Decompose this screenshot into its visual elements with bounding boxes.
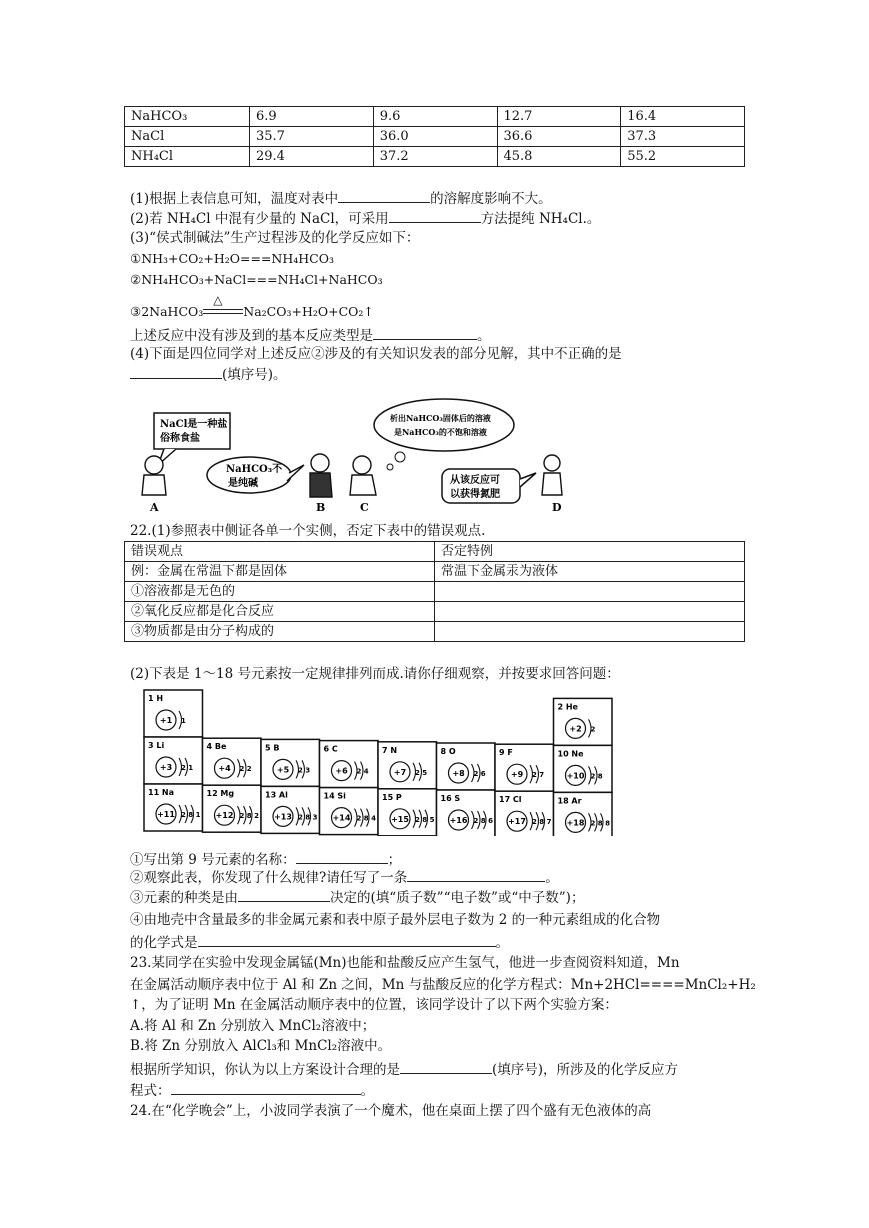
nuclear-charge: +5 — [276, 765, 290, 775]
student-b-figure — [310, 454, 332, 497]
nuclear-charge: +4 — [218, 764, 231, 774]
bubble-c-line1: 析出NaHCO₃固体后的溶液 — [390, 413, 491, 423]
student-c-figure — [350, 456, 376, 495]
q22-s3 — [130, 887, 584, 908]
answer-blank[interactable] — [198, 932, 496, 947]
table-row — [125, 107, 745, 127]
cartoon-illustration — [124, 395, 564, 513]
electron-counts: 2 8 7 — [532, 818, 552, 827]
text: 上述反应中没有涉及到的基本反应类型是 — [130, 328, 373, 344]
text: 根据所学知识，你认为以上方案设计合理的是 — [130, 1062, 400, 1078]
element-cell — [495, 744, 554, 791]
nuclear-charge: +6 — [335, 766, 348, 776]
element-label: 15 P — [382, 792, 402, 802]
table-row — [125, 147, 745, 167]
nuclear-charge: +10 — [566, 771, 585, 781]
electron-counts: 2 8 4 — [356, 814, 376, 823]
nuclear-charge: +13 — [274, 812, 292, 822]
answer-blank[interactable] — [130, 364, 222, 379]
element-label: 5 B — [265, 743, 280, 753]
q22-s2 — [130, 867, 559, 888]
table-row — [125, 562, 745, 582]
bubble-a-line1: NaCl是一种盐 — [160, 419, 228, 430]
element-label: 6 C — [323, 744, 338, 754]
table-cell: 16.4 — [621, 107, 745, 127]
element-cell — [378, 789, 437, 836]
table-cell: 6.9 — [250, 107, 374, 127]
table-cell: 例：金属在常温下都是固体 — [125, 562, 435, 582]
nuclear-charge: +2 — [569, 724, 582, 734]
answer-blank[interactable] — [296, 849, 388, 864]
heat-arrow-icon — [203, 292, 243, 320]
delta-symbol: △ — [213, 292, 223, 307]
q22-intro: 22.(1)参照表中侧证各单一个实侧，否定下表中的错误观点. — [130, 523, 486, 539]
text: ③2NaHCO₃ — [130, 304, 204, 319]
element-cell — [261, 739, 320, 786]
text: (2)若 NH₄Cl 中混有少量的 NaCl，可采用 — [130, 211, 389, 227]
element-cell — [320, 741, 379, 788]
table-cell: NaHCO₃ — [125, 107, 250, 127]
nuclear-charge: +9 — [510, 770, 524, 780]
q22-part2: (2)下表是 1～18 号元素按一定规律排列而成.请你仔细观察，并按要求回答问题： — [130, 666, 620, 682]
table-cell: ①溶液都是无色的 — [125, 582, 435, 602]
label-a: A — [150, 501, 159, 513]
element-label: 13 Al — [265, 790, 288, 800]
table-cell: 45.8 — [497, 147, 621, 167]
element-cell — [261, 786, 320, 833]
table-cell: 37.3 — [621, 127, 745, 147]
element-cell — [554, 745, 613, 792]
element-cell — [203, 738, 262, 785]
electron-counts: 2 3 — [298, 766, 311, 775]
label-b: B — [316, 501, 326, 513]
answer-blank[interactable] — [338, 188, 430, 203]
q22-s4b — [130, 932, 509, 953]
element-cell — [144, 737, 203, 784]
text: 。 — [545, 870, 559, 886]
text: 的化学式是 — [130, 935, 198, 951]
answer-blank[interactable] — [400, 1059, 492, 1074]
nuclear-charge: +15 — [391, 814, 409, 824]
electron-counts: 2 1 — [181, 764, 194, 772]
text: 程式： — [130, 1083, 171, 1099]
electron-counts: 2 4 — [356, 767, 369, 776]
table-header-row — [125, 542, 745, 562]
electron-counts: 2 2 — [239, 765, 252, 774]
element-cell — [437, 790, 496, 836]
element-cell — [554, 792, 613, 836]
label-d: D — [552, 501, 562, 513]
answer-cell[interactable] — [435, 602, 745, 622]
q21-part4b — [130, 364, 287, 385]
element-cell — [144, 784, 203, 831]
electron-counts: 2 8 2 — [239, 812, 259, 821]
element-cell — [144, 690, 203, 737]
nuclear-charge: +7 — [393, 767, 407, 777]
text: Na₂CO₃+H₂O+CO₂↑ — [243, 304, 374, 319]
electron-counts: 2 — [590, 725, 596, 734]
answer-blank[interactable] — [373, 325, 477, 340]
electron-counts: 2 8 3 — [298, 813, 318, 822]
thought-bubble-c — [374, 399, 514, 451]
element-label: 2 He — [557, 702, 578, 712]
table-cell: NaCl — [125, 127, 250, 147]
text: 的溶解度影响不大。 — [430, 191, 552, 207]
table-cell: 29.4 — [250, 147, 374, 167]
student-a-figure — [142, 456, 166, 495]
answer-blank[interactable] — [171, 1080, 361, 1095]
q21-part3: (3)“侯式制碱法”生产过程涉及的化学反应如下： — [130, 230, 420, 246]
text: 。 — [477, 328, 491, 344]
electron-counts: 2 6 — [473, 770, 486, 778]
element-label: 12 Mg — [206, 789, 235, 799]
element-label: 14 Si — [323, 791, 346, 801]
table-cell: NH₄Cl — [125, 147, 250, 167]
nuclear-charge: +18 — [566, 818, 585, 828]
q21-part4: (4)下面是四位同学对上述反应②涉及的有关知识发表的部分见解，其中不正确的是 — [130, 346, 622, 362]
table-cell: 55.2 — [621, 147, 745, 167]
q21-part3-tail — [130, 325, 491, 346]
electron-counts: 2 8 1 — [181, 811, 201, 819]
element-cell — [378, 742, 437, 789]
element-cell — [320, 788, 379, 835]
element-label: 3 Li — [148, 741, 165, 750]
text: ； — [387, 852, 402, 868]
text: (填序号)。 — [222, 367, 287, 383]
nuclear-charge: +1 — [159, 716, 173, 725]
element-label: 18 Ar — [557, 796, 582, 806]
text: ③元素的种类是由 — [130, 890, 238, 906]
answer-blank[interactable] — [389, 208, 481, 223]
element-label: 17 Cl — [499, 795, 522, 805]
text: (填序号)，所涉及的化学反应方 — [492, 1062, 679, 1078]
element-label: 11 Na — [148, 788, 175, 797]
table-row — [125, 622, 745, 642]
element-label: 16 S — [440, 794, 461, 803]
answer-blank[interactable] — [238, 887, 330, 902]
q23-line6 — [130, 1059, 678, 1080]
text: ①写出第 9 号元素的名称： — [130, 852, 296, 868]
table-cell: 35.7 — [250, 127, 374, 147]
nuclear-charge: +12 — [215, 811, 234, 821]
solubility-table — [124, 106, 745, 167]
element-label: 7 N — [382, 745, 398, 755]
q21-part1 — [130, 188, 552, 209]
text: 。 — [360, 1083, 374, 1099]
element-cell — [495, 791, 554, 836]
element-label: 10 Ne — [557, 749, 584, 759]
table-cell: ②氧化反应都是化合反应 — [125, 602, 435, 622]
table-row — [125, 582, 745, 602]
answer-blank[interactable] — [407, 867, 545, 882]
table-cell: 36.0 — [373, 127, 497, 147]
label-c: C — [360, 501, 369, 513]
nuclear-charge: +11 — [157, 810, 175, 819]
q23-line2: 在金属活动顺序表中位于 Al 和 Zn 之间，Mn 与盐酸反应的化学方程式：Mn+2HCl====MnCl₂+H₂ — [130, 977, 756, 993]
q23-line3: ↑，为了证明 Mn 在金属活动顺序表中的位置，该同学设计了以下两个实验方案： — [130, 997, 618, 1013]
periodic-table-diagram — [130, 686, 620, 836]
reaction-2: ②NH₄HCO₃+NaCl===NH₄Cl+NaHCO₃ — [130, 272, 383, 287]
bubble-a-line2: 俗称食盐 — [160, 433, 200, 444]
q23-option-a: A.将 Al 和 Zn 分别放入 MnCl₂溶液中； — [130, 1018, 376, 1034]
column-header: 错误观点 — [125, 542, 435, 562]
table-cell: 36.6 — [497, 127, 621, 147]
q23-option-b: B.将 Zn 分别放入 AlCl₃和 MnCl₂溶液中。 — [130, 1038, 392, 1054]
element-cell — [554, 698, 613, 745]
bubble-c-line2: 是NaHCO₃的不饱和溶液 — [394, 427, 487, 437]
nuclear-charge: +14 — [332, 813, 351, 823]
element-label: 4 Be — [206, 742, 227, 752]
text: 方法提纯 NH₄Cl.。 — [480, 211, 601, 227]
q23-line7 — [130, 1080, 374, 1101]
bubble-d-line1: 从该反应可 — [450, 475, 500, 486]
answer-cell[interactable] — [435, 582, 745, 602]
text: ②观察此表，你发现了什么规律?请任写了一条 — [130, 870, 408, 886]
table-cell: 12.7 — [497, 107, 621, 127]
text: (1)根据上表信息可知，温度对表中 — [130, 191, 339, 207]
nuclear-charge: +3 — [159, 763, 173, 772]
answer-cell[interactable] — [435, 622, 745, 642]
table-row — [125, 127, 745, 147]
reaction-3 — [130, 292, 374, 322]
electron-counts: 2 8 6 — [473, 817, 493, 825]
table-cell: ③物质都是由分子构成的 — [125, 622, 435, 642]
error-views-table — [124, 541, 745, 642]
bubble-d-line2: 以获得氮肥 — [450, 489, 500, 500]
column-header: 否定特例 — [435, 542, 745, 562]
student-d-figure — [542, 455, 562, 495]
element-label: 9 F — [499, 748, 513, 758]
q21-part2 — [130, 208, 600, 229]
table-row — [125, 602, 745, 622]
element-label: 1 H — [148, 694, 164, 703]
reaction-1: ①NH₃+CO₂+H₂O===NH₄HCO₃ — [130, 251, 334, 266]
electron-counts: 2 8 — [590, 772, 603, 781]
table-cell: 9.6 — [373, 107, 497, 127]
nuclear-charge: +8 — [452, 769, 465, 778]
electron-counts: 2 8 5 — [415, 815, 435, 824]
electron-counts: 1 — [181, 717, 186, 725]
electron-counts: 2 8 8 — [590, 819, 610, 828]
q22-s4: ④由地壳中含量最多的非金属元素和表中原子最外层电子数为 2 的一种元素组成的化合物 — [130, 912, 661, 928]
bubble-b-line1: NaHCO₃不 — [226, 464, 283, 475]
nuclear-charge: +16 — [449, 816, 468, 825]
q24-line1: 24.在“化学晚会”上，小波同学表演了一个魔术，他在桌面上摆了四个盛有无色液体的高 — [130, 1103, 652, 1119]
table-cell: 37.2 — [373, 147, 497, 167]
table-cell: 常温下金属汞为液体 — [435, 562, 745, 582]
q23-line1: 23.某同学在实验中发现金属锰(Mn)也能和盐酸反应产生氢气，他进一步查阅资料知道，Mn — [130, 955, 680, 971]
electron-counts: 2 7 — [532, 771, 545, 780]
element-label: 8 O — [440, 747, 456, 756]
element-cell — [203, 785, 262, 832]
element-cell — [437, 743, 496, 790]
text: 决定的(填“质子数”“电子数”或“中子数”)； — [330, 890, 585, 906]
text: 。 — [495, 935, 509, 951]
electron-counts: 2 5 — [415, 768, 428, 777]
bubble-b-line2: 是纯碱 — [228, 478, 258, 489]
nuclear-charge: +17 — [508, 817, 526, 827]
